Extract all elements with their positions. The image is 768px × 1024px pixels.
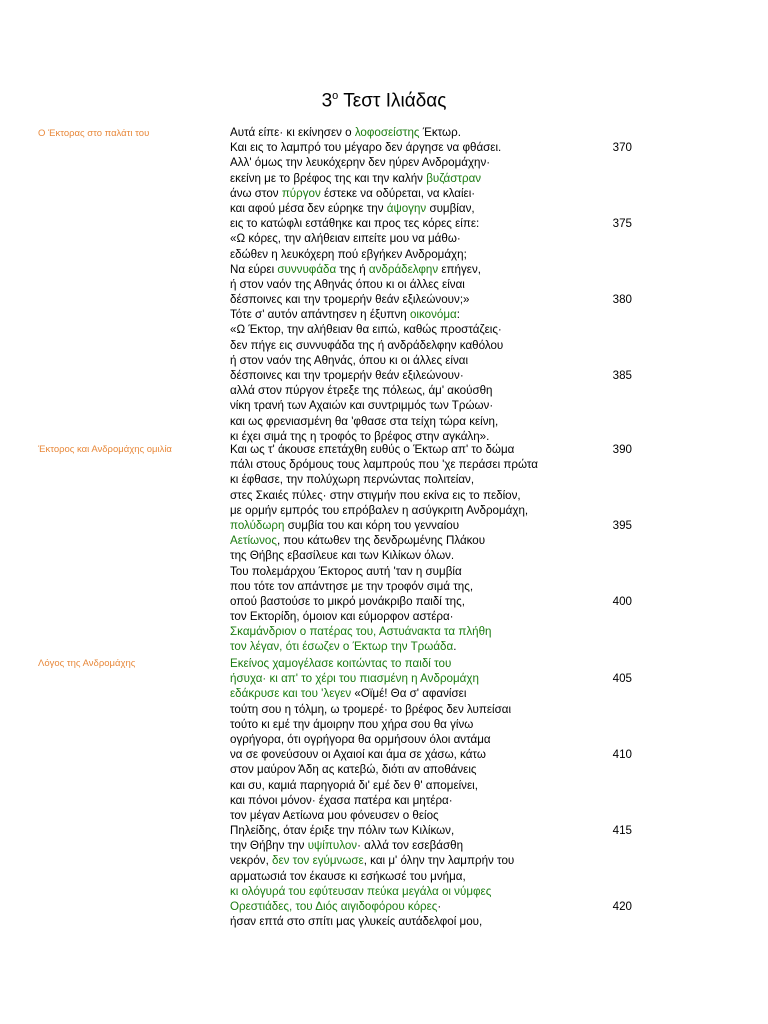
highlighted-word: ανδράδελφην	[368, 262, 439, 276]
verse-text: αλλά στον πύργον έτρεξε της πόλεως, άμ' ακούσθη	[230, 384, 493, 398]
highlighted-word: πολύδωρη	[230, 518, 285, 532]
verse-line	[230, 472, 650, 487]
verse-text: δέσποινες και την τρομερήν θεάν εξιλεώνουν;»	[230, 293, 470, 307]
verse-line	[230, 732, 650, 747]
highlighted-word: δεν τον εγύμνωσε	[272, 854, 364, 868]
verse-text: οπού βαστούσε το μικρό μονάκριβο παιδί της,	[230, 594, 465, 608]
verse-text: Αλλ' όμως την λευκόχερην δεν ηύρεν Ανδρομάχην·	[230, 156, 491, 170]
verse-text: και πόνοι μόνον· έχασα πατέρα και μητέρα·	[230, 793, 453, 807]
verse-line	[230, 778, 650, 793]
page-title	[0, 90, 768, 112]
highlighted-word: συννυφάδα	[277, 262, 337, 276]
verse-text: :	[456, 308, 460, 322]
verse-line	[230, 564, 650, 579]
highlighted-word: Αετίωνος	[230, 534, 277, 548]
verse-text: Του πολεμάρχου Έκτορος αυτή 'ταν η συμβία	[230, 564, 462, 578]
verse-text: δέσποινες και την τρομερήν θεάν εξιλεώνουν·	[230, 369, 464, 382]
line-number: 390	[612, 443, 632, 456]
verse-text: άνω στον	[230, 186, 282, 200]
verse-line	[230, 609, 650, 624]
side-note: Έκτορος και Ανδρομάχης ομιλία	[38, 444, 172, 455]
verse-text: κι έφθασε, την πολύχωρη περνώντας πολιτείαν,	[230, 473, 475, 487]
verse-text: εις το κατώφλι εστάθηκε και προς τες κόρες είπε:	[230, 217, 480, 231]
verse-text: , που κάτωθεν της δενδρωμένης Πλάκου	[276, 534, 486, 548]
verse-line	[230, 262, 650, 277]
verse-lines	[230, 442, 650, 655]
verse-text: τον Εκτορίδη, όμοιον και εύμορφον αστέρα·	[230, 610, 454, 624]
verse-line	[230, 277, 650, 292]
verse-text: Αυτά είπε· κι εκίνησεν ο	[230, 126, 355, 139]
verse-text: τούτη σου η τόλμη, ω τρομερέ· το βρέφος δεν λυπείσαι	[230, 702, 512, 716]
verse-line	[230, 140, 650, 155]
verse-lines	[230, 656, 650, 929]
verse-text: ή στον ναόν της Αθηνάς όπου κι οι άλλες είναι	[230, 277, 465, 291]
verse-line	[230, 216, 650, 231]
verse-line	[230, 914, 650, 929]
verse-text: ή στον ναόν της Αθηνάς, όπου κι οι άλλες είναι	[230, 353, 469, 367]
verse-text: επήγεν,	[438, 262, 481, 276]
verse-line	[230, 457, 650, 472]
verse-text: · αλλά τον εσεβάσθη	[357, 839, 464, 853]
verse-text: Και εις το λαμπρό του μέγαρο δεν άργησε να φθάσει.	[230, 141, 502, 155]
verse-text: Πηλείδης, όταν έριξε την πόλιν των Κιλίκων,	[230, 824, 455, 838]
line-number: 420	[612, 900, 632, 913]
line-number: 405	[612, 672, 632, 686]
verse-text: Τότε σ' αυτόν απάντησεν η έξυπνη	[230, 308, 410, 322]
highlighted-word: Εκείνος χαμογέλασε κοιτώντας το παιδί του	[230, 657, 452, 670]
verse-text: εκείνη με το βρέφος της και την καλήν	[230, 171, 427, 185]
verse-text: στες Σκαιές πύλες· στην στιγμήν που εκίνα εις το πεδίον,	[230, 488, 521, 502]
highlighted-word: ήσυχα· κι απ' το χέρι του πιασμένη η Ανδρομάχη	[230, 672, 479, 686]
verse-text: την Θήβην την	[230, 839, 308, 853]
verse-line	[230, 383, 650, 398]
verse-line	[230, 671, 650, 686]
verse-text: ογρήγορα, ότι ογρήγορα θα ορμήσουν όλοι αντάμα	[230, 732, 491, 746]
verse-text: «Ω Έκτορ, την αλήθειαν θα ειπώ, καθώς προστάζεις·	[230, 323, 502, 337]
verse-text: και αφού μέσα δεν εύρηκε την	[230, 201, 387, 215]
verse-line	[230, 639, 650, 654]
verse-line	[230, 186, 650, 201]
verse-line	[230, 488, 650, 503]
verse-line	[230, 869, 650, 884]
line-number: 370	[612, 141, 632, 155]
verse-line	[230, 155, 650, 170]
verse-line	[230, 823, 650, 838]
line-number: 375	[612, 217, 632, 231]
verse-line	[230, 808, 650, 823]
verse-text: , και μ' όλην την λαμπρήν του	[363, 854, 515, 868]
verse-line	[230, 247, 650, 262]
verse-text: τούτο κι εμέ την άμοιρην που χήρα σου θα γίνω	[230, 717, 474, 731]
verse-text: δεν πήγε εις συννυφάδα της ή ανδράδελφην καθόλου	[230, 338, 504, 352]
verse-line	[230, 414, 650, 429]
verse-text: τον μέγαν Αετίωνα μου φόνευσεν ο θείος	[230, 808, 439, 822]
verse-text: πάλι στους δρόμους τους λαμπρούς που 'χε περάσει πρώτα	[230, 458, 538, 472]
verse-line	[230, 338, 650, 353]
verse-line	[230, 702, 650, 717]
side-note: Ο Έκτορας στο παλάτι του	[38, 128, 150, 139]
highlighted-word: Σκαμάνδριον ο πατέρας του, Αστυάνακτα τα πλήθη	[230, 625, 492, 639]
line-number: 385	[612, 369, 632, 382]
verse-line	[230, 656, 650, 671]
verse-text: ·	[437, 900, 442, 913]
verse-line	[230, 899, 650, 914]
verse-line	[230, 717, 650, 732]
verse-line	[230, 125, 650, 140]
title-text: Τεστ Ιλιάδας	[338, 90, 447, 112]
verse-text: «Ω κόρες, την αλήθειαν ειπείτε μου να μάθω·	[230, 232, 461, 246]
verse-text: στον μαύρον Άδη ας κατεβώ, διότι αν αποθάνεις	[230, 763, 477, 777]
verse-line	[230, 793, 650, 808]
verse-text: συμβία του και κόρη του γενναίου	[284, 518, 460, 532]
line-number: 380	[612, 293, 632, 307]
verse-line	[230, 762, 650, 777]
verse-text: και συ, καμιά παρηγοριά δι' εμέ δεν θ' απομείνει,	[230, 778, 478, 792]
verse-line	[230, 533, 650, 548]
verse-text: Έκτωρ.	[419, 126, 461, 139]
verse-line	[230, 322, 650, 337]
highlighted-word: οικονόμα	[409, 308, 457, 322]
title-ordinal: ο	[332, 90, 339, 102]
verse-line	[230, 747, 650, 762]
highlighted-word: άψογην	[386, 201, 427, 215]
verse-line	[230, 171, 650, 186]
verse-line	[230, 442, 650, 457]
highlighted-word: λοφοσείστης	[354, 126, 420, 139]
verse-text: νίκη τρανή των Αχαιών και συντριμμός των Τρώων·	[230, 399, 494, 413]
verse-text: «Οϊμέ! Θα σ' αφανίσει	[351, 687, 467, 701]
verse-text: της Θήβης εβασίλευε και των Κιλίκων όλων.	[230, 549, 455, 563]
verse-line	[230, 292, 650, 307]
highlighted-word: τον λέγαν, ότι έσωζεν ο Έκτωρ την Τρωάδα	[230, 640, 454, 654]
highlighted-word: υψίπυλον	[307, 839, 358, 853]
verse-line	[230, 884, 650, 899]
verse-text: που τότε τον απάντησε με την τροφόν σιμά της,	[230, 579, 474, 593]
highlighted-word: εδάκρυσε και του 'λεγεν	[230, 687, 352, 701]
verse-line	[230, 353, 650, 368]
verse-line	[230, 579, 650, 594]
verse-text: συμβίαν,	[426, 201, 475, 215]
verse-text: με ορμήν εμπρός του επρόβαλεν η ασύγκριτη Ανδρομάχη,	[230, 503, 529, 517]
verse-line	[230, 368, 650, 383]
verse-line	[230, 686, 650, 701]
verse-lines	[230, 125, 650, 444]
line-number: 395	[612, 518, 632, 532]
verse-text: εδώθεν η λευκόχερη πού εβγήκεν Ανδρομάχη;	[230, 247, 467, 261]
verse-text: κι έχει σιμά της η τροφός το βρέφος στην αγκάλη».	[230, 429, 490, 443]
verse-text: αρματωσιά τον έκαυσε κι εσήκωσέ του μνήμα,	[230, 869, 466, 883]
verse-line	[230, 398, 650, 413]
verse-line	[230, 624, 650, 639]
side-note: Λόγος της Ανδρομάχης	[38, 658, 136, 669]
title-number: 3	[321, 90, 333, 112]
verse-text: της ή	[336, 262, 369, 276]
verse-text: Και ως τ' άκουσε επετάχθη ευθύς ο Έκτωρ απ' το δώμα	[230, 443, 515, 456]
highlighted-word: πύργον	[281, 186, 321, 200]
verse-line	[230, 201, 650, 216]
verse-line	[230, 548, 650, 563]
verse-line	[230, 853, 650, 868]
verse-text: και ως φρενιασμένη θα 'φθασε στα τείχη τώρα κείνη,	[230, 414, 499, 428]
verse-line	[230, 231, 650, 246]
verse-text: ήσαν επτά στο σπίτι μας γλυκείς αυτάδελφοί μου,	[230, 915, 483, 929]
highlighted-word: Ορεστιάδες, του Διός αιγιδοφόρου κόρες	[230, 900, 438, 913]
verse-line	[230, 518, 650, 533]
highlighted-word: κι ολόγυρά του εφύτευσαν πεύκα μεγάλα οι νύμφες	[230, 884, 492, 898]
verse-text: νεκρόν,	[230, 854, 273, 868]
line-number: 415	[612, 824, 632, 838]
verse-line	[230, 307, 650, 322]
verse-text: Να εύρει	[230, 262, 278, 276]
line-number: 400	[612, 594, 632, 608]
verse-text: να σε φονεύσουν οι Αχαιοί και άμα σε χάσω, κάτω	[230, 748, 486, 762]
verse-line	[230, 503, 650, 518]
verse-text: .	[453, 640, 457, 654]
verse-line	[230, 594, 650, 609]
verse-text: έστεκε να οδύρεται, να κλαίει·	[320, 186, 476, 200]
line-number: 410	[612, 748, 632, 762]
highlighted-word: βυζάστραν	[426, 171, 482, 185]
verse-line	[230, 838, 650, 853]
